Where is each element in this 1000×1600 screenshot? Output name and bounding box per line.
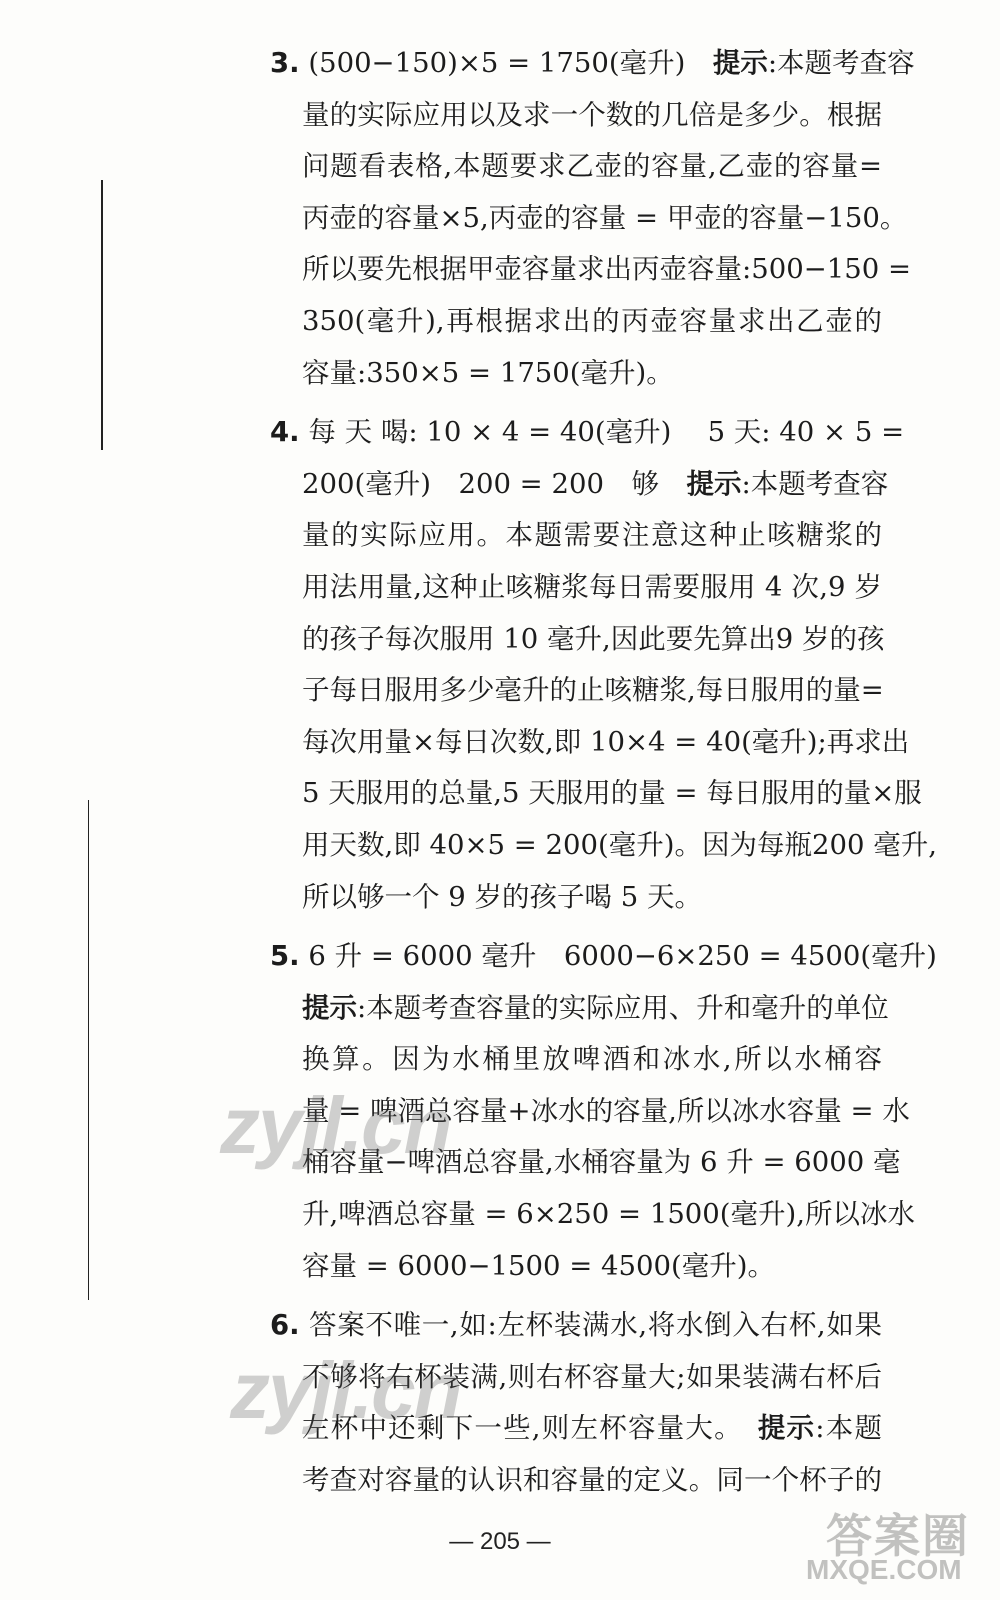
text-line (270, 931, 937, 983)
tip-label: 提示 (712, 47, 768, 79)
item-number: 5. (270, 940, 300, 973)
logo-url: MXQE.COM (806, 1554, 962, 1585)
binding-mark (101, 180, 103, 450)
watermark: zyjl.cn (230, 1346, 461, 1435)
line-text: 左杯中还剩下一些,则左杯容量大。 (302, 1412, 758, 1445)
text-line (270, 38, 915, 90)
text-line: 量 = 啤酒总容量+冰水的容量,所以冰水容量 = 水 (302, 1094, 910, 1127)
text-line: 容量 = 6000−1500 = 4500(毫升)。 (302, 1249, 776, 1282)
answer-item-4 (270, 407, 937, 923)
text-line: 量的实际应用以及求一个数的几倍是多少。根据 (302, 98, 882, 131)
item-number: 3. (270, 47, 300, 79)
text-line: 所以够一个 9 岁的孩子喝 5 天。 (302, 880, 702, 913)
answer-item-3 (270, 38, 915, 399)
line-text: :本题考查容 (767, 47, 915, 79)
text-line (270, 407, 905, 459)
text-line: 5 天服用的总量,5 天服用的量 = 每日服用的量×服 (302, 777, 922, 810)
site-logo (786, 1500, 986, 1590)
watermark: zyjl.cn (220, 1081, 451, 1170)
binding-mark (88, 800, 89, 1300)
item-number: 6. (270, 1309, 300, 1342)
text-line (270, 983, 889, 1035)
line-text: 每 天 喝: 10 × 4 = 40(毫升) 5 天: 40 × 5 = (308, 416, 905, 449)
text-line: 350(毫升),再根据求出的丙壶容量求出乙壶的 (302, 304, 882, 337)
text-line: 丙壶的容量×5,丙壶的容量 = 甲壶的容量−150。 (302, 201, 908, 234)
text-line: 子每日服用多少毫升的止咳糖浆,每日服用的量= (302, 674, 884, 707)
line-text: :本题考查容量的实际应用、升和毫升的单位 (357, 991, 889, 1024)
text-line: 桶容量−啤酒总容量,水桶容量为 6 升 = 6000 毫 (302, 1146, 901, 1179)
line-text: 答案不唯一,如:左杯装满水,将水倒入右杯,如果 (309, 1309, 882, 1342)
answer-content (270, 38, 937, 1507)
tip-label: 提示 (757, 1412, 816, 1445)
line-text: :本题 (815, 1412, 882, 1445)
text-line: 问题看表格,本题要求乙壶的容量,乙壶的容量= (302, 150, 882, 183)
text-line: 的孩子每次服用 10 毫升,因此要先算出9 岁的孩 (302, 622, 885, 655)
logo-title: 答案圈 (826, 1510, 970, 1562)
text-line: 量的实际应用。本题需要注意这种止咳糖浆的 (302, 519, 882, 552)
line-text: 6 升 = 6000 毫升 6000−6×250 = 4500(毫升) (308, 940, 937, 973)
text-line: 所以要先根据甲壶容量求出丙壶容量:500−150 = (302, 253, 912, 286)
line-text: (500−150)×5 = 1750(毫升) (308, 47, 713, 79)
line-text: :本题考查容 (741, 467, 889, 500)
line-text: 200(毫升) 200 = 200 够 (302, 467, 687, 500)
text-line: 升,啤酒总容量 = 6×250 = 1500(毫升),所以冰水 (302, 1198, 916, 1231)
text-line: 换算。因为水桶里放啤酒和冰水,所以水桶容 (302, 1043, 882, 1076)
text-line: 每次用量×每日次数,即 10×4 = 40(毫升);再求出 (302, 725, 910, 758)
text-line: 不够将右杯装满,则右杯容量大;如果装满右杯后 (302, 1360, 882, 1393)
text-line: 考查对容量的认识和容量的定义。同一个杯子的 (302, 1464, 882, 1497)
page-number: — 205 — (449, 1528, 551, 1555)
item-number: 4. (270, 416, 300, 449)
tip-label: 提示 (302, 991, 357, 1024)
text-line: 容量:350×5 = 1750(毫升)。 (302, 356, 674, 389)
tip-label: 提示 (686, 467, 742, 500)
text-line (270, 459, 889, 511)
text-line: 用法用量,这种止咳糖浆每日需要服用 4 次,9 岁 (302, 570, 882, 603)
text-line: 用天数,即 40×5 = 200(毫升)。因为每瓶200 毫升, (302, 828, 937, 861)
